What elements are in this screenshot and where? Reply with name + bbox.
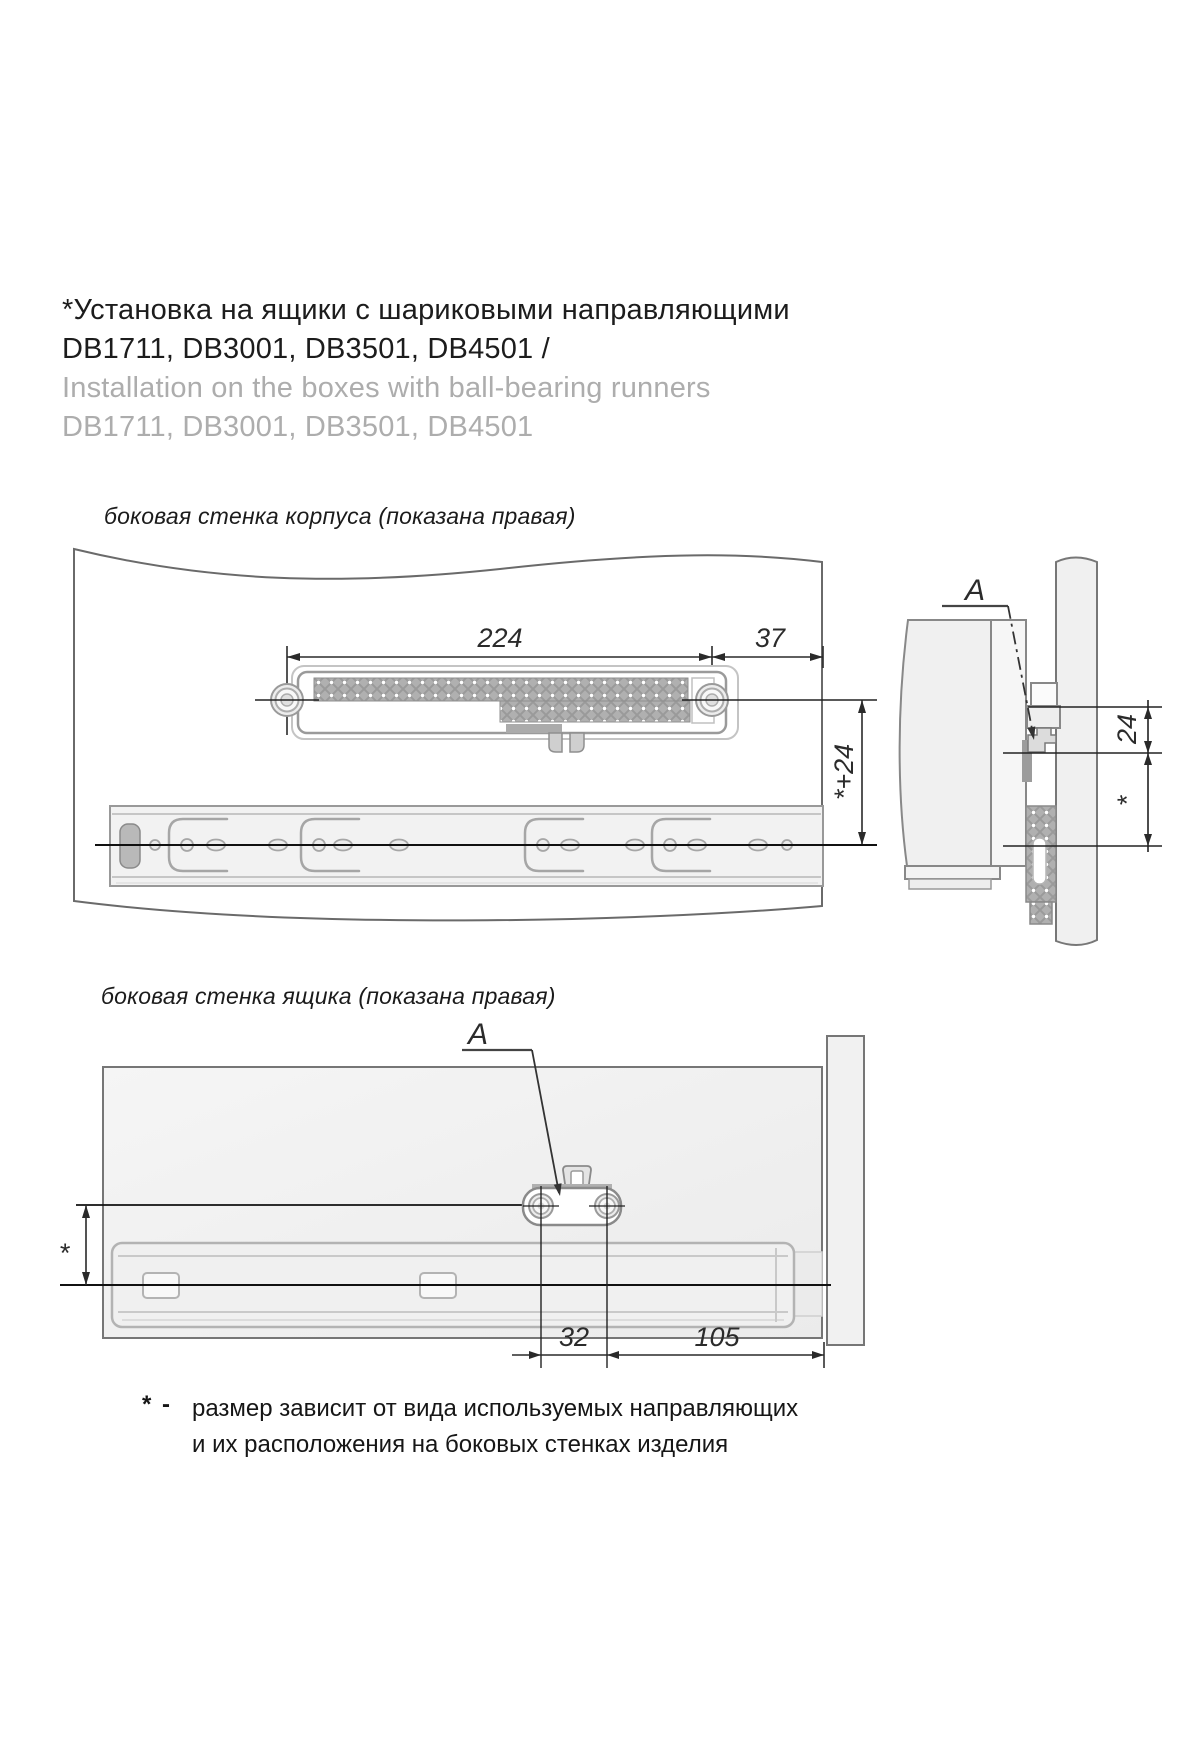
- dim-24-label: 24: [1112, 713, 1142, 745]
- cabinet-section-view: [900, 557, 1162, 945]
- dim-37-label: 37: [754, 623, 786, 653]
- dim-105-label: 105: [694, 1322, 740, 1352]
- footnote-line1: размер зависит от вида используемых направляющих: [192, 1395, 799, 1422]
- dim-224-label: 224: [477, 623, 523, 653]
- drawer-box-section: [900, 620, 991, 866]
- detail-a-label-cabinet: A: [964, 574, 986, 607]
- page-title: [62, 291, 790, 447]
- dim-star-side-label: *: [1112, 795, 1142, 807]
- dim-star-drawer: [59, 1205, 90, 1285]
- cabinet-wall-section: [1056, 557, 1097, 945]
- caption-drawer-side: боковая стенка ящика (показана правая): [101, 983, 556, 1009]
- drawer-front-strip: [827, 1036, 864, 1345]
- diagram-drawer-side: [59, 1018, 864, 1368]
- title-en-line2: DB1711, DB3001, DB3501, DB4501: [62, 411, 534, 443]
- dim-32-label: 32: [558, 1322, 590, 1352]
- diagram-cabinet-side: [74, 549, 1162, 945]
- dim-star-plus-24: [829, 700, 866, 845]
- caption-cabinet-side: боковая стенка корпуса (показана правая): [104, 503, 576, 529]
- footnote-line2: и их расположения на боковых стенках изделия: [192, 1431, 729, 1458]
- title-ru-line2: DB1711, DB3001, DB3501, DB4501 /: [62, 333, 550, 365]
- title-ru-line1: *Установка на ящики с шариковыми направляющими: [62, 294, 790, 326]
- footnote: [142, 1391, 798, 1463]
- dim-star24-label: *+24: [829, 743, 859, 801]
- footnote-marker: * -: [142, 1391, 172, 1418]
- detail-a-label-drawer: A: [467, 1018, 489, 1051]
- title-en-line1: Installation on the boxes with ball-bearing runners: [62, 372, 711, 404]
- dim-star-drawer-label: *: [58, 1238, 70, 1268]
